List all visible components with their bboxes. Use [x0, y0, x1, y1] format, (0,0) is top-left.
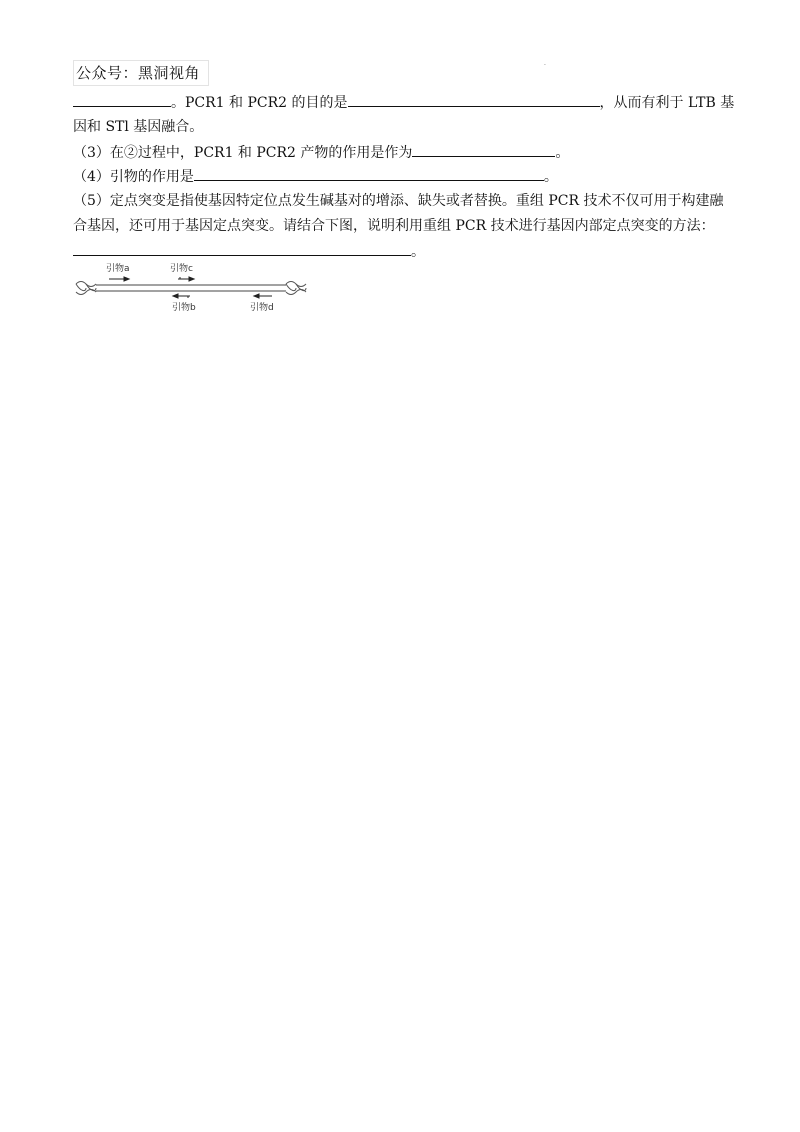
right-helix-icon [286, 282, 306, 295]
answer-blank-2[interactable] [348, 92, 600, 107]
answer-blank-1[interactable] [73, 92, 171, 107]
stray-mark: · [544, 62, 546, 69]
primer-d-label: 引物d [250, 303, 274, 313]
left-helix-icon [76, 282, 96, 295]
line-3-text-a: （3）在②过程中，PCR1 和 PCR2 产物的作用是作为 [73, 145, 413, 161]
primer-b-label: 引物b [172, 303, 196, 313]
line-4-text-b: 。 [543, 169, 558, 185]
line-1-text-a: 。PCR1 和 PCR2 的目的是 [171, 95, 348, 111]
primer-d-arrow-icon [254, 294, 272, 298]
line-2: 因和 STl 基因融合。 [73, 119, 204, 135]
line-6: 合基因，还可用于基因定点突变。请结合下图，说明利用重组 PCR 技术进行基因内部定点突变的方法： [73, 218, 715, 234]
header-watermark: 公众号：黑洞视角 [73, 60, 209, 86]
line-3-text-b: 。 [555, 145, 570, 161]
answer-blank-5[interactable] [73, 241, 411, 256]
line-5: （5）定点突变是指使基因特定位点发生碱基对的增添、缺失或者替换。重组 PCR 技术不仅可用于构建融 [73, 193, 724, 209]
primer-diagram [74, 262, 310, 316]
primer-b-arrow-icon [173, 294, 190, 298]
line-1 [73, 92, 734, 113]
line-4-text-a: （4）引物的作用是 [73, 169, 194, 185]
answer-blank-3[interactable] [412, 142, 555, 157]
line-3 [73, 142, 569, 163]
answer-blank-4[interactable] [194, 166, 544, 181]
primer-c-arrow-icon [178, 277, 194, 281]
line-7-text-b: 。 [411, 244, 425, 260]
line-1-text-b: ，从而有利于 LTB 基 [599, 95, 735, 111]
line-7 [73, 241, 425, 262]
primer-c-label: 引物c [170, 264, 193, 274]
primer-a-arrow-icon [109, 277, 129, 281]
primer-a-label: 引物a [106, 264, 130, 274]
line-4 [73, 166, 558, 187]
